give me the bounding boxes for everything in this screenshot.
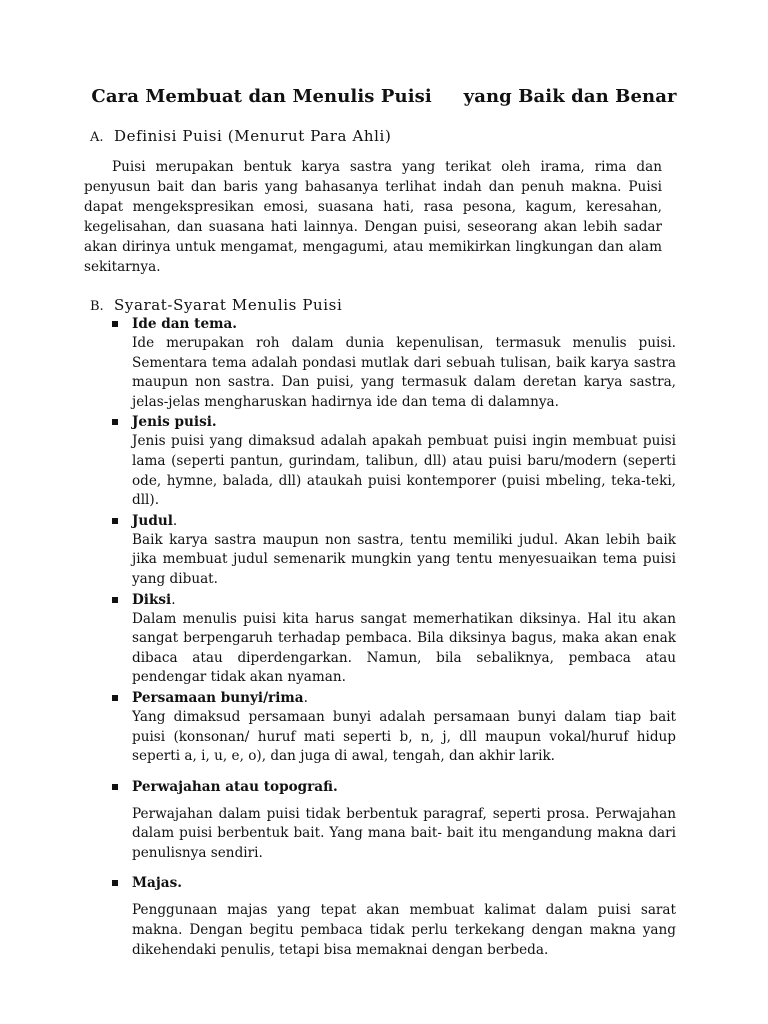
requirements-list xyxy=(110,314,676,960)
bullet-icon xyxy=(112,518,118,524)
item-description: Dalam menulis puisi kita harus sangat memerhatikan diksinya. Hal itu akan sangat berpengaruh terhadap pembaca. Bila diksinya bagus, maka akan enak dibaca atau diperdengarkan. Namun, bila sebaliknya, pembaca atau pendengar tidak akan nyaman. xyxy=(132,610,676,686)
section-b-heading-text: Syarat-Syarat Menulis Puisi xyxy=(114,296,343,314)
bullet-icon xyxy=(112,321,118,327)
list-item-perwajahan xyxy=(110,777,676,864)
list-item-diksi xyxy=(110,590,676,688)
item-title: Ide dan tema. xyxy=(132,316,238,332)
section-a-letter: A. xyxy=(90,130,104,145)
item-title: Majas. xyxy=(132,875,182,892)
bullet-icon xyxy=(112,784,118,790)
item-title: Judul. xyxy=(132,512,178,529)
item-description: Jenis puisi yang dimaksud adalah apakah pembuat puisi ingin membuat puisi lama (seperti pantun, gurindam, talibun, dll) atau puisi baru/modern (seperti ode, hymne, balada, dll) ataukah puisi kontemporer (puisi mbeling, teka-teki, dll). xyxy=(132,433,676,509)
section-b-heading xyxy=(90,296,342,314)
document-title: Cara Membuat dan Menulis Puisi yang Baik dan Benar xyxy=(91,86,677,107)
item-description: Perwajahan dalam puisi tidak berbentuk paragraf, seperti prosa. Perwajahan dalam puisi berbentuk bait. Yang mana bait- bait itu mengandung makna dari penulisnya sendiri. xyxy=(132,805,676,861)
item-description: Penggunaan majas yang tepat akan membuat kalimat dalam puisi sarat makna. Dengan begitu pembaca tidak perlu terkekang dengan makna yang dikehendaki penulis, tetapi bisa memaknai dengan berbeda. xyxy=(132,902,676,958)
section-a-heading-text: Definisi Puisi (Menurut Para Ahli) xyxy=(114,127,392,145)
bullet-icon xyxy=(112,597,118,603)
list-item-judul xyxy=(110,511,676,590)
item-title: Diksi. xyxy=(132,591,176,608)
item-description: Yang dimaksud persamaan bunyi adalah persamaan bunyi dalam tiap bait puisi (konsonan/ huruf mati seperti b, n, j, dll maupun vokal/huruf hidup seperti a, i, u, e, o), dan juga di awal, tengah, dan akhir larik. xyxy=(132,708,676,765)
section-a-paragraph: Puisi merupakan bentuk karya sastra yang terikat oleh irama, rima dan penyusun bait dan baris yang bahasanya terlihat indah dan penuh makna. Puisi dapat mengekspresikan emosi, suasana hati, rasa pesona, kagum, keresahan, kegelisahan, dan suasana hati lainnya. Dengan puisi, seseorang akan lebih sadar akan dirinya untuk mengamat, mengagumi, atau memikirkan lingkungan dan alam sekitarnya. xyxy=(84,159,662,275)
section-a-heading xyxy=(90,127,391,145)
bullet-icon xyxy=(112,880,118,886)
item-title: Jenis puisi. xyxy=(132,414,217,431)
item-description: Baik karya sastra maupun non sastra, tentu memiliki judul. Akan lebih baik jika membuat judul semenarik mungkin yang tentu menyesuaikan tema puisi yang dibuat. xyxy=(132,531,676,587)
bullet-icon xyxy=(112,695,118,701)
section-b-letter: B. xyxy=(90,299,104,314)
list-item-jenis-puisi xyxy=(110,412,676,510)
list-item-majas xyxy=(110,873,676,960)
list-item-persamaan-bunyi xyxy=(110,688,676,767)
item-title: Perwajahan atau topografi. xyxy=(132,778,338,795)
item-title: Persamaan bunyi/rima. xyxy=(132,689,308,706)
list-item-ide-dan-tema xyxy=(110,314,676,412)
item-description: Ide merupakan roh dalam dunia kepenulisan, termasuk menulis puisi. Sementara tema adalah pondasi mutlak dari sebuah tulisan, baik karya sastra maupun non sastra. Dan puisi, yang termasuk dalam deretan karya sastra, jelas-jelas mengharuskan hadirnya ide dan tema di dalamnya. xyxy=(132,335,676,410)
bullet-icon xyxy=(112,419,118,425)
